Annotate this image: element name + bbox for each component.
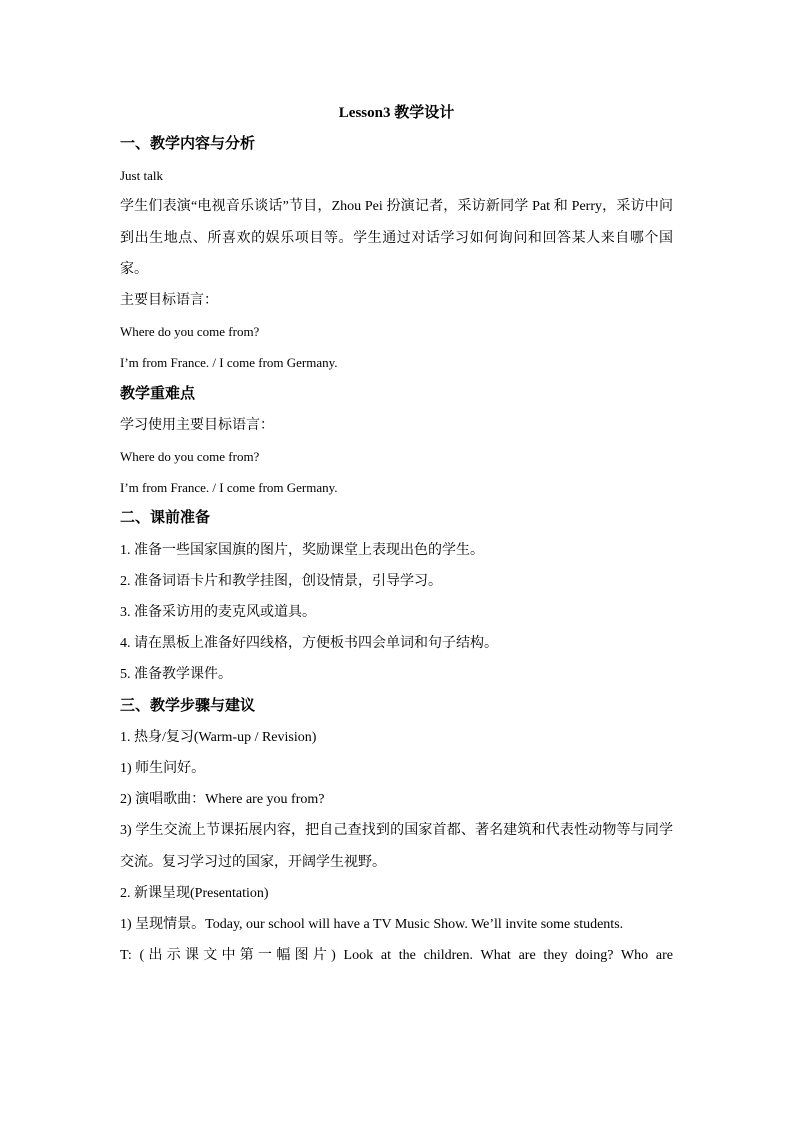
- list-item: 1) 师生问好。: [120, 761, 206, 777]
- list-item: 3. 准备采访用的麦克风或道具。: [120, 605, 316, 621]
- section-heading-key-points: 教学重难点: [120, 385, 196, 402]
- paragraph-content-description: 学生们表演“电视音乐谈话”节目，Zhou Pei 扮演记者，采访新同学 Pat 和 Perry，采访中问到出生地点、所喜欢的娱乐项目等。学生通过对话学习如何询问和回答某人来自哪个国家。: [120, 199, 673, 277]
- target-language-question: Where do you come from?: [120, 324, 260, 340]
- key-points-answer: I’m from France. / I come from Germany.: [120, 480, 338, 496]
- list-item: 2. 准备词语卡片和教学挂图，创设情景，引导学习。: [120, 573, 442, 589]
- section-heading-preparation: 二、课前准备: [120, 510, 211, 527]
- document-body: [120, 100, 673, 971]
- step-presentation: 2. 新课呈现(Presentation): [120, 885, 269, 901]
- subheading-just-talk: Just talk: [120, 168, 163, 184]
- list-item: 1) 呈现情景。Today, our school will have a TV Music Show. We’ll invite some students.: [120, 917, 624, 933]
- list-item: 5. 准备教学课件。: [120, 667, 232, 683]
- section-heading-teaching-steps: 三、教学步骤与建议: [120, 697, 256, 714]
- list-item: 2) 演唱歌曲：Where are you from?: [120, 792, 325, 808]
- target-language-label: 主要目标语言：: [120, 293, 218, 309]
- target-language-answer: I’m from France. / I come from Germany.: [120, 355, 338, 371]
- step-warmup: 1. 热身/复习(Warm-up / Revision): [120, 729, 317, 745]
- section-heading-content-analysis: 一、教学内容与分析: [120, 136, 256, 152]
- list-item: 4. 请在黑板上准备好四线格，方便板书四会单词和句子结构。: [120, 636, 498, 652]
- teacher-line: T: (出示课文中第一幅图片) Look at the children. What are they doing? Who are: [120, 948, 673, 964]
- key-points-line: 学习使用主要目标语言：: [120, 417, 274, 433]
- list-item: 3) 学生交流上节课拓展内容，把自己查找到的国家首都、著名建筑和代表性动物等与同学交流。复习学习过的国家，开阔学生视野。: [120, 823, 673, 870]
- document-title: Lesson3 教学设计: [338, 105, 455, 121]
- key-points-question: Where do you come from?: [120, 449, 260, 465]
- list-item: 1. 准备一些国家国旗的图片，奖励课堂上表现出色的学生。: [120, 542, 484, 558]
